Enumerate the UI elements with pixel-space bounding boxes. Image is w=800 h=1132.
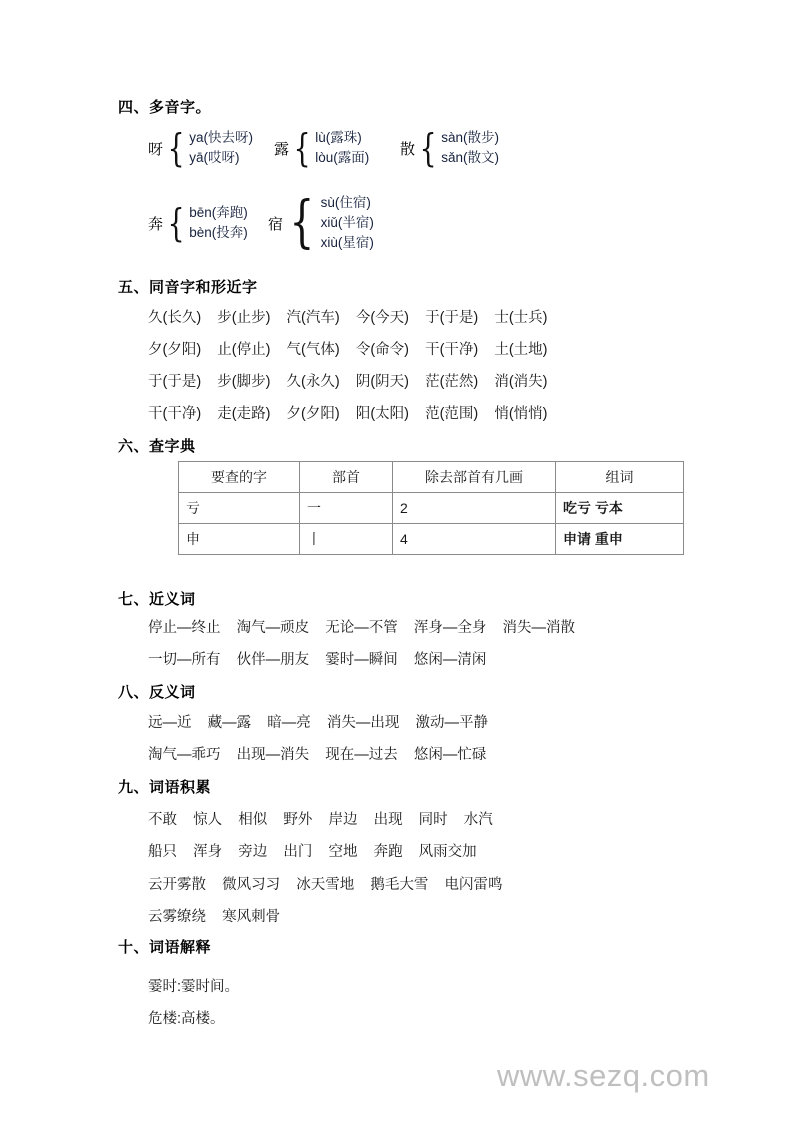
- polyphonic-group-ya: [148, 128, 253, 168]
- polyphonic-group-san: [400, 128, 499, 168]
- section-heading-synonyms: 七、近义词: [118, 591, 196, 608]
- polyphonic-reading: sǎn(散文): [441, 150, 499, 165]
- polyphonic-reading: lòu(露面): [315, 150, 370, 165]
- site-watermark: www.sezq.com: [497, 1058, 710, 1093]
- definition-row: 霎时:霎时间。: [148, 979, 240, 995]
- vocabulary-row: 云雾缭绕 寒风刺骨: [148, 909, 281, 925]
- section-heading-dictionary: 六、查字典: [118, 438, 196, 455]
- table-header-cell: 组词: [556, 462, 684, 493]
- section-heading-polyphonic: 四、多音字。: [118, 99, 212, 116]
- homophone-row: 久(长久) 步(止步) 汽(汽车) 今(今天) 于(于是) 士(士兵): [148, 310, 548, 326]
- polyphonic-readings: [441, 128, 499, 168]
- table-cell-char: 申: [179, 524, 300, 555]
- polyphonic-reading: xiù(星宿): [320, 235, 374, 250]
- table-cell-char: 亏: [179, 493, 300, 524]
- polyphonic-reading: bèn(投奔): [189, 225, 248, 240]
- polyphonic-reading: lù(露珠): [315, 130, 362, 145]
- section-heading-vocabulary: 九、词语积累: [118, 779, 212, 796]
- definition-row: 危楼:高楼。: [148, 1011, 225, 1027]
- homophone-row: 夕(夕阳) 止(停止) 气(气体) 令(命令) 干(干净) 土(土地): [148, 342, 548, 358]
- table-header-cell: 部首: [300, 462, 393, 493]
- polyphonic-readings: [189, 203, 248, 243]
- polyphonic-group-lu: [274, 128, 369, 168]
- brace-icon: {: [167, 201, 185, 245]
- polyphonic-group-ben: [148, 203, 248, 243]
- polyphonic-readings: [189, 128, 253, 168]
- vocabulary-row: 不敢 惊人 相似 野外 岸边 出现 同时 水汽: [148, 812, 493, 828]
- homophone-row: 于(于是) 步(脚步) 久(永久) 阴(阴天) 茫(茫然) 消(消失): [148, 374, 548, 390]
- dictionary-table: [178, 461, 684, 555]
- table-row: [179, 524, 684, 555]
- section-heading-homophones: 五、同音字和形近字: [118, 279, 258, 296]
- brace-icon: {: [289, 190, 315, 255]
- vocabulary-row: 云开雾散 微风习习 冰天雪地 鹅毛大雪 电闪雷鸣: [148, 877, 503, 893]
- polyphonic-reading: xiǔ(半宿): [320, 215, 374, 230]
- polyphonic-char: 露: [274, 140, 290, 158]
- polyphonic-reading: sàn(散步): [441, 130, 499, 145]
- polyphonic-readings: [321, 193, 374, 253]
- polyphonic-char: 宿: [268, 215, 284, 233]
- vocabulary-row: 船只 浑身 旁边 出门 空地 奔跑 风雨交加: [148, 844, 477, 860]
- table-header-cell: 除去部首有几画: [393, 462, 556, 493]
- table-cell-radical: 一: [300, 493, 393, 524]
- polyphonic-reading: ya(快去呀): [189, 130, 253, 145]
- table-cell-radical: 丨: [300, 524, 393, 555]
- polyphonic-group-su: [268, 190, 374, 255]
- table-cell-strokes: 4: [393, 524, 556, 555]
- polyphonic-reading: yā(哎呀): [189, 150, 240, 165]
- section-heading-antonyms: 八、反义词: [118, 684, 196, 701]
- antonym-row: 远—近 藏—露 暗—亮 消失—出现 激动—平静: [148, 715, 488, 731]
- table-row: [179, 493, 684, 524]
- brace-icon: {: [293, 126, 311, 170]
- table-header-cell: 要查的字: [179, 462, 300, 493]
- polyphonic-char: 奔: [148, 215, 164, 233]
- synonym-row: 停止—终止 淘气—顽皮 无论—不管 浑身—全身 消失—消散: [148, 620, 575, 636]
- polyphonic-reading: bēn(奔跑): [189, 205, 248, 220]
- polyphonic-char: 呀: [148, 140, 164, 158]
- homophone-row: 干(干净) 走(走路) 夕(夕阳) 阳(太阳) 范(范围) 悄(悄悄): [148, 406, 548, 422]
- table-cell-strokes: 2: [393, 493, 556, 524]
- antonym-row: 淘气—乖巧 出现—消失 现在—过去 悠闲—忙碌: [148, 747, 487, 763]
- table-cell-words: 申请 重申: [556, 524, 684, 555]
- polyphonic-readings: [315, 128, 369, 168]
- section-heading-definitions: 十、词语解释: [118, 939, 212, 956]
- table-header-row: [179, 462, 684, 493]
- polyphonic-char: 散: [400, 140, 416, 158]
- polyphonic-reading: sù(住宿): [320, 195, 371, 210]
- table-cell-words: 吃亏 亏本: [556, 493, 684, 524]
- synonym-row: 一切—所有 伙伴—朋友 霎时—瞬间 悠闲—清闲: [148, 652, 487, 668]
- brace-icon: {: [167, 126, 185, 170]
- brace-icon: {: [419, 126, 437, 170]
